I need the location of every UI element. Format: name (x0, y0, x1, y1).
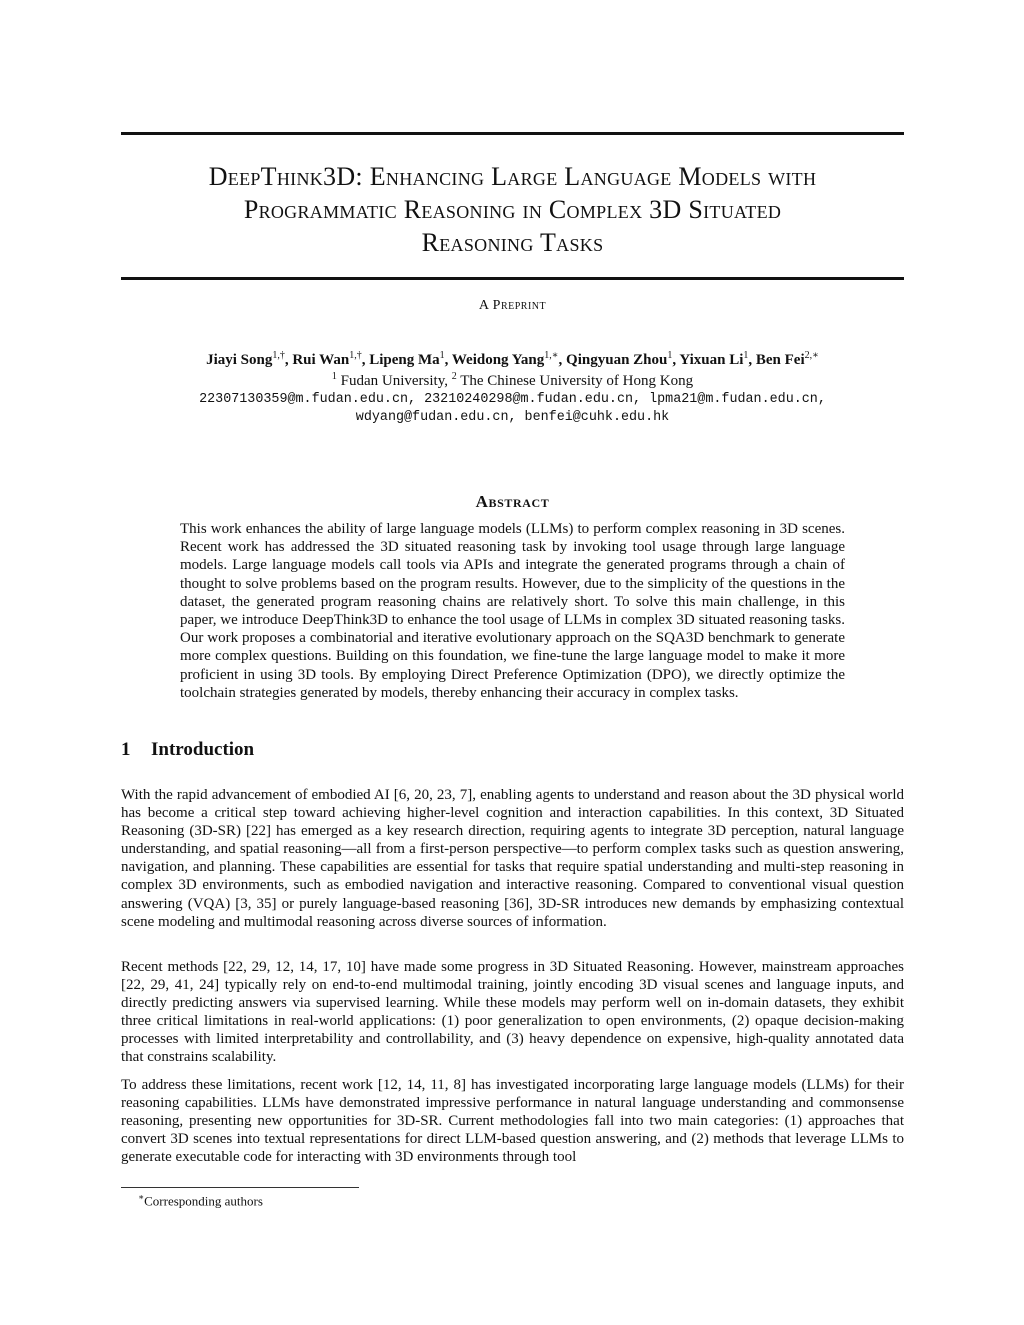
email-list (121, 391, 904, 427)
preprint-label: A Preprint (478, 298, 547, 313)
affiliation-mark: 1 (331, 371, 337, 382)
abstract-text: This work enhances the ability of large language models (LLMs) to perform complex reasoning in 3D scenes. Recent work has addressed the 3D situated reasoning task by invoking tool usage through large language models. Large language models call tools via APIs and integrate the generated programs through a chain of thought to solve problems based on the program results. However, due to the simplicity of the questions in the dataset, the generated program reasoning chains are relatively short. To solve this main challenge, in this paper, we introduce DeepThink3D to enhance the tool usage of LLMs in complex 3D situated reasoning tasks. Our work proposes a combinatorial and iterative evolutionary approach on the SQA3D benchmark to generate more complex questions. Building on this foundation, we fine-tune the large language model to make it more proficient in using 3D tools. By employing Direct Preference Optimization (DPO), we directly optimize the toolchain strategies generated by models, thereby enhancing their accuracy in complex tasks. (180, 521, 845, 701)
author-separator: , (672, 352, 680, 368)
author-affiliation-mark: 1,∗ (544, 350, 559, 361)
author-separator: , (284, 352, 293, 368)
title-line: Reasoning Tasks (421, 228, 604, 257)
footnote-rule (121, 1187, 359, 1188)
author-list (121, 350, 904, 369)
section-number: 1 (121, 739, 131, 760)
author-name: Ben Fei (755, 352, 805, 368)
email-line: 22307130359@m.fudan.edu.cn, 23210240298@m.fudan.edu.cn, lpma21@m.fudan.edu.cn, (199, 392, 826, 407)
author-affiliation-mark: 1 (743, 350, 749, 361)
author-name: Yixuan Li (679, 352, 744, 368)
footnote-mark: ∗ (138, 1192, 145, 1202)
affiliation-name: Fudan University, (336, 373, 452, 389)
footnote-text: Corresponding authors (144, 1193, 263, 1209)
intro-paragraph: With the rapid advancement of embodied AI [6, 20, 23, 7], enabling agents to understand and reason about the 3D physical world has become a critical step toward achieving higher-level cognition and interaction capabilities. In this context, 3D Situated Reasoning (3D-SR) [22] has emerged as a key research direction, requiring agents to integrate 3D perception, natural language understanding, and spatial reasoning—all from a first-person perspective—to perform complex tasks such as question answering, navigation, and planning. These capabilities are essential for tasks that require spatial understanding and multi-step reasoning in complex 3D environments, such as embodied navigation and interactive reasoning. Compared to conventional visual question answering (VQA) [3, 35] or purely language-based reasoning [36], 3D-SR introduces new demands by emphasizing contextual scene modeling and multimodal reasoning across diverse sources of information. (121, 787, 904, 930)
author-affiliation-mark: 1,† (349, 350, 362, 361)
author-separator: , (748, 352, 756, 368)
author-separator: , (558, 352, 567, 368)
author-name: Rui Wan (292, 352, 350, 368)
author-name: Jiayi Song (206, 352, 273, 368)
author-affiliation-mark: 1 (667, 350, 673, 361)
intro-paragraph: Recent methods [22, 29, 12, 14, 17, 10] have made some progress in 3D Situated Reasoning. However, mainstream approaches [22, 29, 41, 24] typically rely on end-to-end multimodal training, jointly encoding 3D visual scenes and language inputs, and directly predicting answers via supervised learning. While these models may perform well on in-domain datasets, they exhibit three critical limitations in real-world applications: (1) poor generalization to open environments, (2) opaque decision-making processes with limited interpretability and controllability, and (3) heavy dependence on expensive, high-quality annotated data that constrains scalability. (121, 959, 904, 1066)
affiliation-mark: 2 (451, 371, 457, 382)
intro-paragraph: To address these limitations, recent work [12, 14, 11, 8] has investigated incorporating large language models (LLMs) for their reasoning capabilities. LLMs have demonstrated impressive performance in natural language understanding and commonsense reasoning, presenting new opportunities for 3D-SR. Current methodologies fall into two main categories: (1) approaches that convert 3D scenes into textual representations for direct LLM-based question answering, and (2) methods that leverage LLMs to generate executable code for interacting with 3D environments through tool (121, 1077, 904, 1166)
section-heading (121, 739, 254, 761)
affiliation-name: The Chinese University of Hong Kong (456, 373, 694, 389)
title-bottom-rule (121, 277, 904, 280)
author-separator: , (361, 352, 370, 368)
author-affiliation-mark: 2,∗ (804, 350, 819, 361)
footnote (138, 1192, 263, 1209)
email-line: wdyang@fudan.edu.cn, benfei@cuhk.edu.hk (355, 410, 670, 425)
author-name: Weidong Yang (451, 352, 545, 368)
author-name: Qingyuan Zhou (566, 352, 668, 368)
title-line: DeepThink3D: Enhancing Large Language Models with (208, 162, 817, 191)
affiliation-list (121, 371, 904, 390)
section-title: Introduction (151, 739, 255, 760)
author-affiliation-mark: 1,† (272, 350, 285, 361)
author-affiliation-mark: 1 (439, 350, 445, 361)
author-name: Lipeng Ma (369, 352, 440, 368)
author-separator: , (444, 352, 452, 368)
title-top-rule (121, 132, 904, 135)
arxiv-identifier-stamp (10, 372, 72, 958)
paper-title (121, 160, 904, 259)
title-line: Programmatic Reasoning in Complex 3D Situated (243, 195, 782, 224)
abstract-heading: Abstract (475, 492, 550, 511)
